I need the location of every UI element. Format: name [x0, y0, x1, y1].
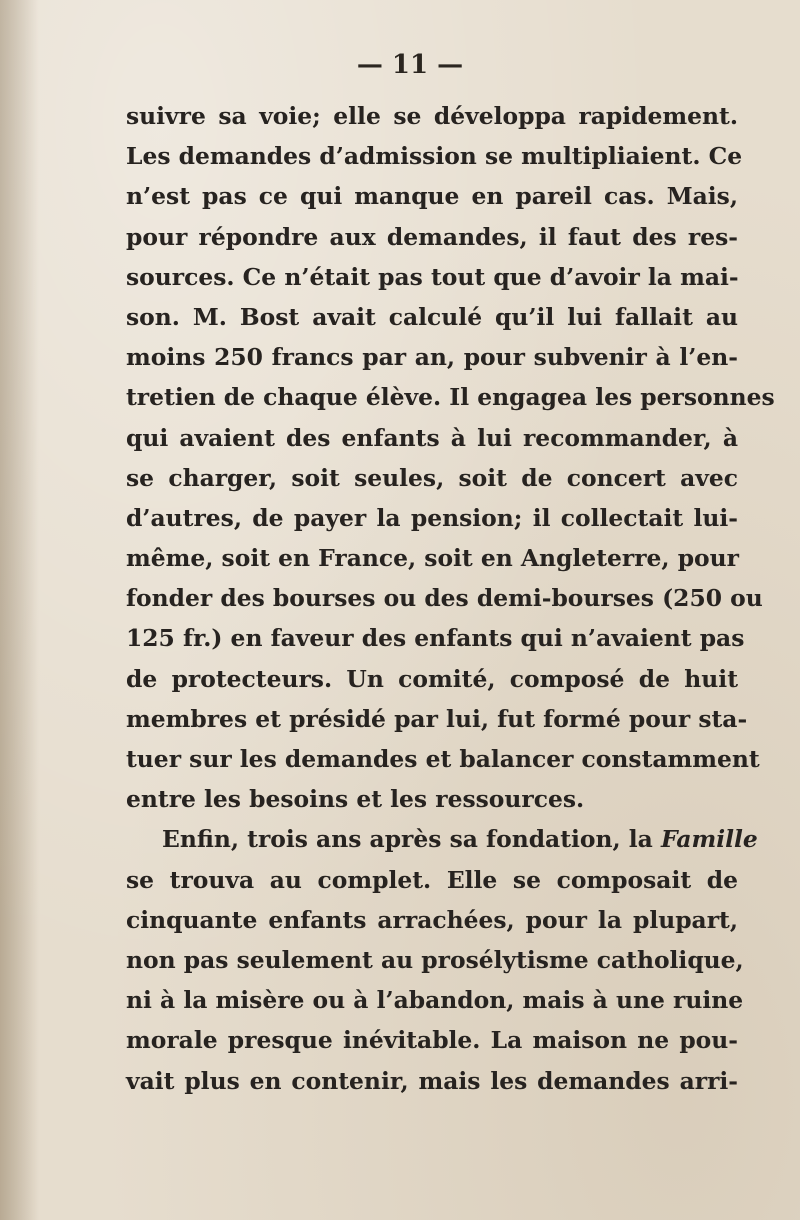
text-line: tretien de chaque élève. Il engagea les personnes — [126, 383, 775, 412]
text-line: même, soit en France, soit en Angleterre, pour — [126, 544, 739, 573]
text-span: Enfin, trois ans après sa fondation, la — [162, 825, 653, 854]
text-line: d’autres, de payer la pension; il collectait lui- — [126, 503, 738, 532]
binding-shadow — [0, 0, 38, 1220]
text-line: sources. Ce n’était pas tout que d’avoir la mai- — [126, 262, 739, 291]
text-line: cinquante enfants arrachées, pour la plupart, — [126, 905, 738, 934]
text-line: vait plus en contenir, mais les demandes arri- — [126, 1066, 738, 1095]
paragraph-first-line — [126, 819, 758, 859]
text-line: non pas seulement au prosélytisme catholique, — [126, 945, 744, 974]
text-line: tuer sur les demandes et balancer constamment — [126, 745, 760, 773]
text-line: suivre sa voie; elle se développa rapidement. — [126, 102, 738, 130]
text-line: n’est pas ce qui manque en pareil cas. Mais, — [126, 182, 738, 211]
text-line: se trouva au complet. Elle se composait de — [126, 865, 738, 894]
text-line: son. M. Bost avait calculé qu’il lui fallait au — [126, 302, 738, 331]
text-line: qui avaient des enfants à lui recommander, à — [126, 423, 738, 452]
text-line: 125 fr.) en faveur des enfants qui n’avaient pas — [126, 624, 745, 653]
text-line: membres et présidé par lui, fut formé pour sta- — [126, 704, 748, 733]
text-line: ni à la misère ou à l’abandon, mais à une ruine — [126, 986, 744, 1015]
text-line: se charger, soit seules, soit de concert avec — [126, 463, 738, 492]
italic-word: Famille — [661, 825, 758, 854]
text-line: de protecteurs. Un comité, composé de huit — [126, 664, 738, 693]
text-line: Les demandes d’admission se multipliaient. Ce — [126, 142, 743, 171]
text-line: morale presque inévitable. La maison ne pou- — [126, 1026, 738, 1055]
text-line: fonder des bourses ou des demi-bourses (250 ou — [126, 584, 763, 613]
text-line: moins 250 francs par an, pour subvenir à l’en- — [126, 343, 738, 372]
page-number: — 11 — — [356, 50, 464, 80]
text-line: entre les besoins et les ressources. — [126, 785, 585, 814]
text-line: pour répondre aux demandes, il faut des res- — [126, 222, 738, 251]
body-text — [126, 96, 775, 1101]
